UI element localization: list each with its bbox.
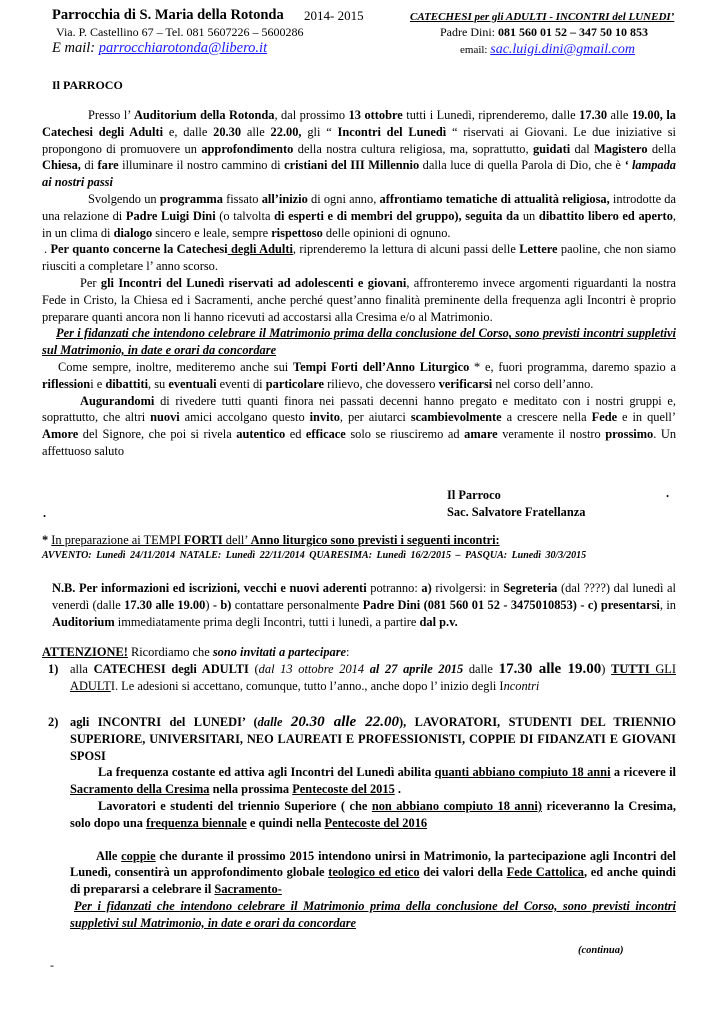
info-note: N.B. Per informazioni ed iscrizioni, vecchi e nuovi aderenti potranno: a) rivolgersi: in Segreteria (dal ????) dal lunedì al venerdì (dalle 17.30 alle 19.00) - b) contattare personalmente Padre Dini (081 560 01 52 - 3475010853) - c) presentarsi, in Auditorium immediatamente prima degli Incontri, tutti i lunedì, a partire dal p.v.: [52, 581, 676, 629]
parish-email-label: E mail:: [52, 40, 99, 56]
tempi-forti-intro: * In preparazione ai TEMPI FORTI dell’ Anno liturgico sono previsti i seguenti incontri:: [42, 533, 500, 547]
tempi-forti-dates: AVVENTO: Lunedì 24/11/2014 NATALE: Lunedì 22/11/2014 QUARESIMA: Lunedì 16/2/2015 – PASQUA: Lunedì 30/3/2015: [42, 550, 587, 561]
cresima-paragraph: La frequenza costante ed attiva agli Incontri del Lunedì abilita quanti abbiano compiuto 18 anni a ricevere il Sacramento della Cresima nella prossima Pentecoste del 2015 .: [70, 765, 677, 797]
fidanzati-note-2: Per i fidanzati che intendono celebrare il Matrimonio prima della conclusione del Corso, sono previsti incontri suppletivi sul Matrimonio, in date e orari da concordare: [70, 898, 676, 930]
list-item-1: [48, 661, 676, 695]
list-item-2: [48, 714, 676, 932]
priest-email-label: email:: [460, 44, 491, 56]
school-year: 2014- 2015: [304, 8, 364, 23]
list-item-text: alla CATECHESI degli ADULTI (dal 13 ottobre 2014 al 27 aprile 2015 dalle 17.30 alle 19.00) TUTTI GLI ADULTI. Le adesioni si accettano, comunque, tutto l’anno., anche dopo l’ inizio degli Incontri: [70, 661, 676, 693]
coppie-paragraph: Alle coppie che durante il prossimo 2015 intendono unirsi in Matrimonio, la partecipazione agli Incontri del Lunedì, consentirà un approfondimento globale teologico ed etico dei valori della Fede Cattolica, ed anche quindi di prepararsi a celebrare il Sacramento-: [70, 848, 676, 897]
paragraph-1: Presso l’ Auditorium della Rotonda, dal prossimo 13 ottobre tutti i Lunedì, riprenderemo, dalle 17.30 alle 19.00, la Catechesi degli Adulti e, dalle 20.30 alle 22.00, gli “ Incontri del Lunedì “ riservati ai Giovani. Le due iniziative si propongono di promuovere un approfondimento della nostra cultura religiosa, ma, soprattutto, guidati dal Magistero della Chiesa, di fare illuminare il nostro cammino di cristiani del III Millennio dalla luce di quella Parola di Dio, che è ‘ lampada ai nostri passi: [42, 108, 676, 190]
list-item-number: 1): [48, 662, 59, 676]
letter-body: [42, 107, 676, 460]
signature-name: Sac. Salvatore Fratellanza: [447, 505, 586, 519]
parish-address: Via. P. Castellino 67 – Tel. 081 5607226 – 5600286: [56, 25, 304, 39]
footer-mark: -: [50, 958, 54, 972]
signature-dot-right: .: [666, 486, 670, 500]
attention-line: ATTENZIONE! Ricordiamo che sono invitati a partecipare:: [42, 645, 350, 659]
paragraph-5: Come sempre, inoltre, mediteremo anche sui Tempi Forti dell’Anno Liturgico * e, fuori programma, daremo spazio a riflessioni e dibattiti, su eventuali eventi di particolare rilievo, che dovessero verificarsi nel corso dell’anno.: [42, 359, 676, 391]
paragraph-4: Per gli Incontri del Lunedì riservati ad adolescenti e giovani, affronteremo invece argomenti riguardanti la nostra Fede in Cristo, la Chiesa ed i Sacramenti, anche perché quest’anno finalità preminente della frequenza agli Incontri è proprio preparare quanti ancora non li hanno ricevuti ad accostarsi alla Cresima e/o al Matrimonio.: [42, 275, 676, 324]
triennio-paragraph: Lavoratori e studenti del triennio Superiore ( che non abbiano compiuto 18 anni) riceveranno la Cresima, solo dopo una frequenza biennale e quindi nella Pentecoste del 2016: [70, 798, 677, 830]
list-item-text: agli INCONTRI del LUNEDI’ (dalle 20.30 alle 22.00), LAVORATORI, STUDENTI DEL TRIENNIO SUPERIORE, UNIVERSITARI, NEO LAUREATI E PROFESSIONISTI, COPPIE DI FIDANZATI E GIOVANI SPOSI: [70, 714, 676, 763]
continued-label: (continua): [578, 945, 624, 956]
priest-phone: [440, 24, 648, 41]
signature-dot-left: .: [43, 506, 47, 520]
priest-phone-label: Padre Dini:: [440, 25, 495, 39]
priest-email-link[interactable]: sac.luigi.dini@gmail.com: [490, 42, 635, 57]
paragraph-3: . Per quanto concerne la Catechesi degli Adulti, riprenderemo la lettura di alcuni passi delle Lettere paoline, che non siamo riusciti a completare l’ anno scorso.: [42, 242, 677, 274]
priest-email: [460, 42, 635, 59]
section-title: Il PARROCO: [52, 78, 123, 92]
list-item-number: 2): [48, 715, 59, 729]
parish-email-link[interactable]: parrocchiarotonda@libero.it: [98, 40, 268, 56]
fidanzati-note: Per i fidanzati che intendono celebrare il Matrimonio prima della conclusione del Corso, sono previsti incontri suppletivi sul Matrimonio, in date e orari da concordare: [42, 326, 676, 358]
paragraph-2: Svolgendo un programma fissato all’inizio di ogni anno, affrontiamo tematiche di attualità religiosa, introdotte da una relazione di Padre Luigi Dini (o talvolta di esperti e di membri del gruppo), seguita da un dibattito libero ed aperto, in un clima di dialogo sincero e leale, sempre rispettoso delle opinioni di ognuno.: [42, 191, 677, 240]
parish-email: [52, 40, 267, 57]
signature-title: Il Parroco: [447, 488, 501, 502]
priest-phone-number: 081 560 01 52 – 347 50 10 853: [495, 25, 648, 39]
parish-title: Parrocchia di S. Maria della Rotonda: [52, 7, 284, 23]
paragraph-6: Augurandomi di rivedere tutti quanti finora nei passati decenni hanno pregato e meditato con i nostri gruppi e, soprattutto, che altri nuovi amici accolgano questo invito, per aiutarci scambievolmente a crescere nella Fede e in quell’ Amore del Signore, che poi si rivela autentico ed efficace solo se riusciremo ad amare veramente il nostro prossimo. Un affettuoso saluto: [42, 393, 677, 458]
header-course-title: CATECHESI per gli ADULTI - INCONTRI del LUNEDI’: [410, 11, 675, 23]
